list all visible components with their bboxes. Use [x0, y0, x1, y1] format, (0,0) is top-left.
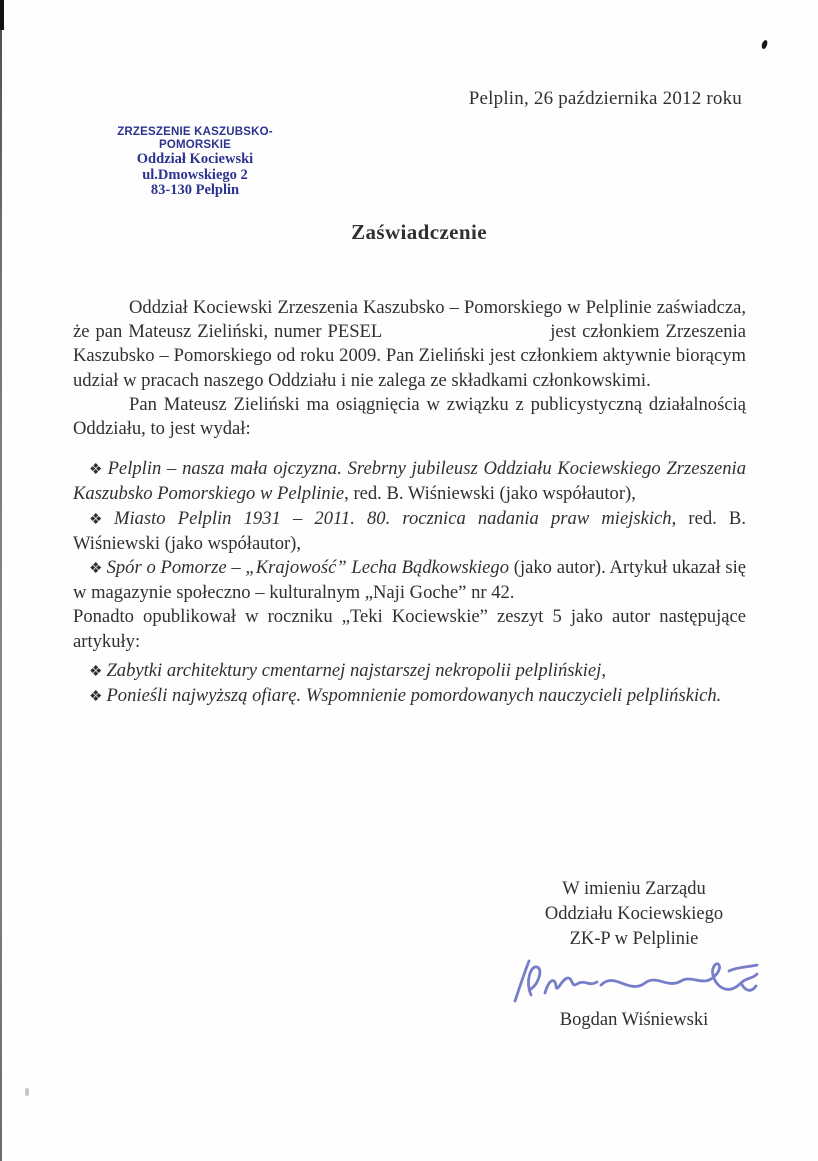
paragraph-teki: Ponadto opublikował w roczniku „Teki Kociewskie” zeszyt 5 jako autor następujące artykuły:	[73, 606, 746, 652]
diamond-bullet-icon: ❖	[89, 663, 103, 680]
publication-title: Miasto Pelplin 1931 – 2011. 80. rocznica nadania praw miejskich	[113, 507, 672, 529]
scan-artifact-smudge	[25, 1088, 29, 1096]
article-title: Zabytki architektury cmentarnej najstarszej nekropolii pelplińskiej,	[106, 659, 606, 681]
publication-item	[73, 507, 746, 556]
paragraph-achievements: Pan Mateusz Zieliński ma osiągnięcia w związku z publicystyczną działalnością Oddziału, to jest wydał:	[73, 393, 746, 440]
paragraph-intro	[73, 296, 746, 393]
letterhead-city: 83-130 Pelplin	[150, 182, 240, 198]
closing-line: W imieniu Zarządu	[562, 879, 706, 899]
certificate-body	[73, 296, 746, 709]
article-item	[73, 684, 746, 709]
publication-item	[73, 457, 746, 506]
scan-artifact-speck	[761, 40, 768, 50]
publications-list	[73, 457, 746, 605]
closing-line: ZK-P w Pelplinie	[569, 929, 699, 949]
scan-artifact-left-edge	[0, 0, 2, 1161]
diamond-bullet-icon: ❖	[89, 689, 103, 706]
document-title: Zaświadczenie	[351, 220, 487, 244]
publication-title: Spór o Pomorze – „Krajowość” Lecha Bądkowskiego	[106, 557, 510, 579]
letterhead-street: ul.Dmowskiego 2	[142, 166, 248, 183]
closing-line: Oddziału Kociewskiego	[544, 904, 724, 924]
paragraph-intro-after-gap: jest członkiem Zrzeszenia Kaszubsko – Pomorskiego od roku 2009. Pan Zieliński jest członkiem aktywnie biorącym udział w pracach naszego Oddziału i nie zalega ze składkami członkowskimi.	[73, 321, 747, 391]
articles-list	[73, 659, 746, 709]
article-title: Ponieśli najwyższą ofiarę. Wspomnienie pomordowanych nauczycieli pelplińskich.	[106, 685, 722, 707]
paragraph-intro-before-gap: Oddział Kociewski Zrzeszenia Kaszubsko – Pomorskiego w Pelplinie zaświadcza, że pan Mateusz Zieliński, numer PESEL	[73, 297, 746, 343]
letterhead-branch: Oddział Kociewski	[136, 151, 254, 167]
diamond-bullet-icon: ❖	[89, 561, 103, 578]
letterhead-stamp	[96, 126, 294, 199]
letterhead-org-name: ZRZESZENIE KASZUBSKO-POMORSKIE	[117, 126, 273, 151]
closing-block	[496, 877, 772, 1033]
publication-credit: , red. B. Wiśniewski (jako współautor),	[344, 483, 636, 505]
date-line: Pelplin, 26 października 2012 roku	[468, 88, 742, 109]
diamond-bullet-icon: ❖	[89, 511, 110, 528]
scan-artifact-corner	[0, 0, 4, 30]
article-item	[73, 659, 746, 684]
handwritten-signature	[505, 955, 763, 1007]
publication-item	[73, 556, 746, 605]
diamond-bullet-icon: ❖	[89, 462, 104, 479]
publication-title: Pelplin – nasza mała ojczyzna. Srebrny jubileusz Oddziału Kociewskiego Zrzeszenia Kaszubsko Pomorskiego w Pelplinie	[73, 458, 746, 505]
publication-credit: (jako autor). Artykuł ukazał się w magazynie społeczno – kulturalnym „Naji Goche” nr 42.	[73, 557, 747, 604]
signer-name: Bogdan Wiśniewski	[559, 1010, 709, 1030]
publication-credit: , red. B. Wiśniewski (jako współautor),	[73, 507, 746, 554]
